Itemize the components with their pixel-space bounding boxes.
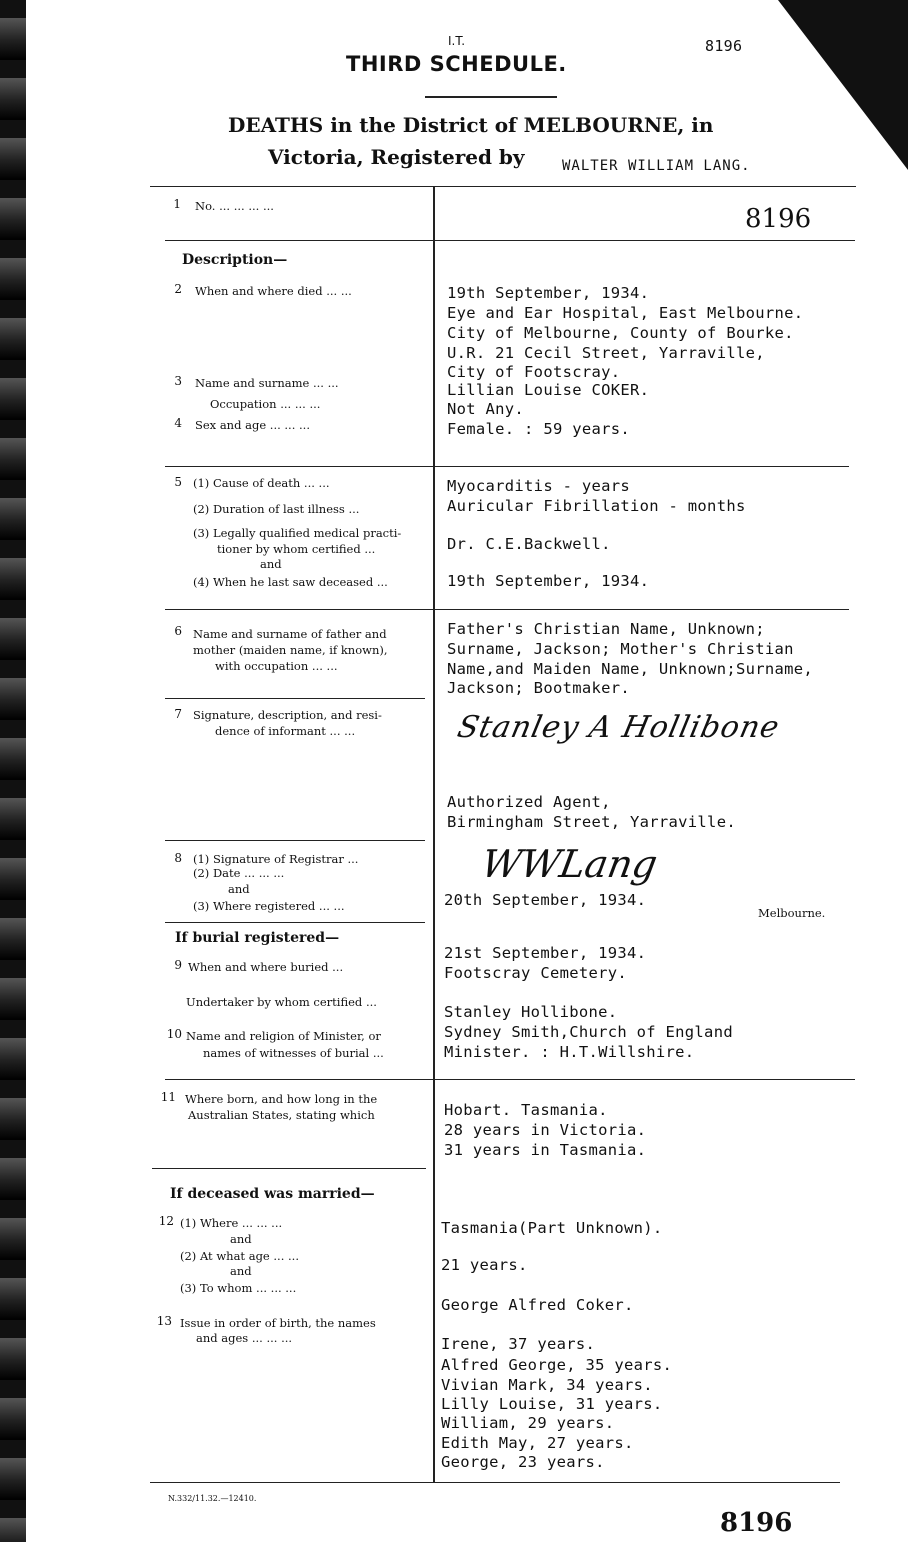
form-code: I.T. [448, 34, 466, 48]
value-parents-line-3: Name,and Maiden Name, Unknown;Surname, [447, 660, 814, 678]
label-married-where: (1) Where ... ... ... [180, 1216, 283, 1230]
scan-edge [0, 0, 26, 1542]
label-practitioner-2: tioner by whom certified ... [217, 542, 376, 556]
print-code: N.332/11.32.—12410. [168, 1494, 257, 1503]
value-parents-line-4: Jackson; Bootmaker. [447, 679, 631, 697]
page-subtitle: Victoria, Registered by [268, 145, 525, 169]
value-died-line-1: 19th September, 1934. [447, 284, 650, 302]
row-number: 11 [160, 1090, 176, 1104]
value-died-line-3: City of Melbourne, County of Bourke. [447, 324, 794, 342]
column-divider [433, 186, 435, 1482]
value-born-line-3: 31 years in Tasmania. [444, 1141, 647, 1159]
label-occupation: Occupation ... ... ... [210, 397, 321, 411]
value-born-line-1: Hobart. Tasmania. [444, 1101, 608, 1119]
value-issue-4: Lilly Louise, 31 years. [441, 1395, 663, 1413]
ref-number: 8196 [705, 37, 743, 55]
value-practitioner: Dr. C.E.Backwell. [447, 535, 611, 553]
schedule-title: THIRD SCHEDULE. [346, 52, 567, 76]
label-born-2: Australian States, stating which [188, 1108, 375, 1122]
label-sex-age: Sex and age ... ... ... [195, 418, 310, 432]
value-issue-3: Vivian Mark, 34 years. [441, 1376, 653, 1394]
row-number: 4 [174, 416, 182, 430]
label-born-1: Where born, and how long in the [185, 1092, 378, 1106]
label-buried: When and where buried ... [188, 960, 344, 974]
value-parents-line-1: Father's Christian Name, Unknown; [447, 620, 765, 638]
value-name: Lillian Louise COKER. [447, 381, 650, 399]
value-parents-line-2: Surname, Jackson; Mother's Christian [447, 640, 794, 658]
label-parents-1: Name and surname of father and [193, 627, 387, 641]
row-number: 10 [166, 1027, 182, 1041]
label-issue-2: and ages ... ... ... [196, 1331, 293, 1345]
value-died-line-4: U.R. 21 Cecil Street, Yarraville, [447, 344, 765, 362]
row-rule [152, 1168, 426, 1169]
value-minister-line-1: Sydney Smith,Church of England [444, 1023, 733, 1041]
row-rule [165, 922, 425, 923]
value-registration-date: 20th September, 1934. [444, 891, 647, 909]
row-rule [165, 698, 425, 699]
label-where-registered: (3) Where registered ... ... [193, 899, 345, 913]
value-occupation: Not Any. [447, 400, 525, 418]
value-issue-5: William, 29 years. [441, 1414, 615, 1432]
row-number: 1 [173, 197, 181, 211]
value-buried-line-2: Footscray Cemetery. [444, 964, 628, 982]
row-rule [165, 466, 849, 467]
section-description: Description— [182, 252, 288, 268]
value-married-age: 21 years. [441, 1256, 528, 1274]
value-died-line-5: City of Footscray. [447, 363, 621, 381]
label-when-where-died: When and where died ... ... [195, 284, 352, 298]
row-number: 5 [174, 475, 182, 489]
row-rule [165, 840, 425, 841]
footer-number: 8196 [720, 1508, 793, 1538]
row-number: 7 [174, 707, 182, 721]
value-issue-1: Irene, 37 years. [441, 1335, 596, 1353]
informant-signature: Stanley A Hollibone [454, 710, 783, 745]
value-informant-line-2: Birmingham Street, Yarraville. [447, 813, 736, 831]
row-number: 13 [156, 1314, 172, 1328]
label-no: No. ... ... ... ... [195, 199, 274, 213]
row-number: 9 [174, 958, 182, 972]
value-issue-7: George, 23 years. [441, 1453, 605, 1471]
page-title: DEATHS in the District of MELBOURNE, in [228, 113, 714, 137]
label-and: and [230, 1232, 252, 1246]
label-informant-2: dence of informant ... ... [215, 724, 356, 738]
top-rule [150, 186, 856, 187]
label-parents-3: with occupation ... ... [215, 659, 338, 673]
row-number: 3 [174, 374, 182, 388]
scan-corner [778, 0, 908, 170]
row-rule [165, 240, 855, 241]
bottom-rule [150, 1482, 840, 1483]
value-married-whom: George Alfred Coker. [441, 1296, 634, 1314]
entry-number: 8196 [745, 204, 812, 234]
value-minister-line-2: Minister. : H.T.Willshire. [444, 1043, 695, 1061]
row-number: 12 [158, 1214, 174, 1228]
label-duration: (2) Duration of last illness ... [193, 502, 360, 516]
label-and: and [260, 557, 282, 571]
row-number: 6 [174, 624, 182, 638]
value-registration-place: Melbourne. [758, 906, 826, 920]
value-issue-2: Alfred George, 35 years. [441, 1356, 673, 1374]
label-registrar-date: (2) Date ... ... ... [193, 866, 285, 880]
label-name: Name and surname ... ... [195, 376, 339, 390]
value-duration: Auricular Fibrillation - months [447, 497, 746, 515]
value-cause: Myocarditis - years [447, 477, 631, 495]
value-born-line-2: 28 years in Victoria. [444, 1121, 647, 1139]
label-issue-1: Issue in order of birth, the names [180, 1316, 376, 1330]
label-minister-2: names of witnesses of burial ... [203, 1046, 384, 1060]
value-undertaker: Stanley Hollibone. [444, 1003, 618, 1021]
registrar-name: WALTER WILLIAM LANG. [562, 158, 751, 174]
label-parents-2: mother (maiden name, if known), [193, 643, 388, 657]
label-and: and [230, 1264, 252, 1278]
value-informant-line-1: Authorized Agent, [447, 793, 611, 811]
label-informant-1: Signature, description, and resi- [193, 708, 382, 722]
value-last-saw: 19th September, 1934. [447, 572, 650, 590]
value-buried-line-1: 21st September, 1934. [444, 944, 647, 962]
label-and: and [228, 882, 250, 896]
row-number: 8 [174, 851, 182, 865]
label-undertaker: Undertaker by whom certified ... [186, 995, 377, 1009]
label-married-whom: (3) To whom ... ... ... [180, 1281, 297, 1295]
value-married-where: Tasmania(Part Unknown). [441, 1219, 663, 1237]
label-last-saw: (4) When he last saw deceased ... [193, 575, 388, 589]
label-registrar-signature: (1) Signature of Registrar ... [193, 852, 359, 866]
row-number: 2 [174, 282, 182, 296]
section-married: If deceased was married— [170, 1186, 375, 1202]
title-rule [425, 96, 557, 98]
label-cause: (1) Cause of death ... ... [193, 476, 330, 490]
label-married-age: (2) At what age ... ... [180, 1249, 299, 1263]
row-rule [165, 609, 849, 610]
value-died-line-2: Eye and Ear Hospital, East Melbourne. [447, 304, 804, 322]
value-sex-age: Female. : 59 years. [447, 420, 631, 438]
row-rule [165, 1079, 855, 1080]
registrar-signature: WWLang [478, 842, 661, 886]
value-issue-6: Edith May, 27 years. [441, 1434, 634, 1452]
label-minister-1: Name and religion of Minister, or [186, 1029, 381, 1043]
label-practitioner-1: (3) Legally qualified medical practi- [193, 526, 402, 540]
section-burial: If burial registered— [175, 930, 340, 946]
